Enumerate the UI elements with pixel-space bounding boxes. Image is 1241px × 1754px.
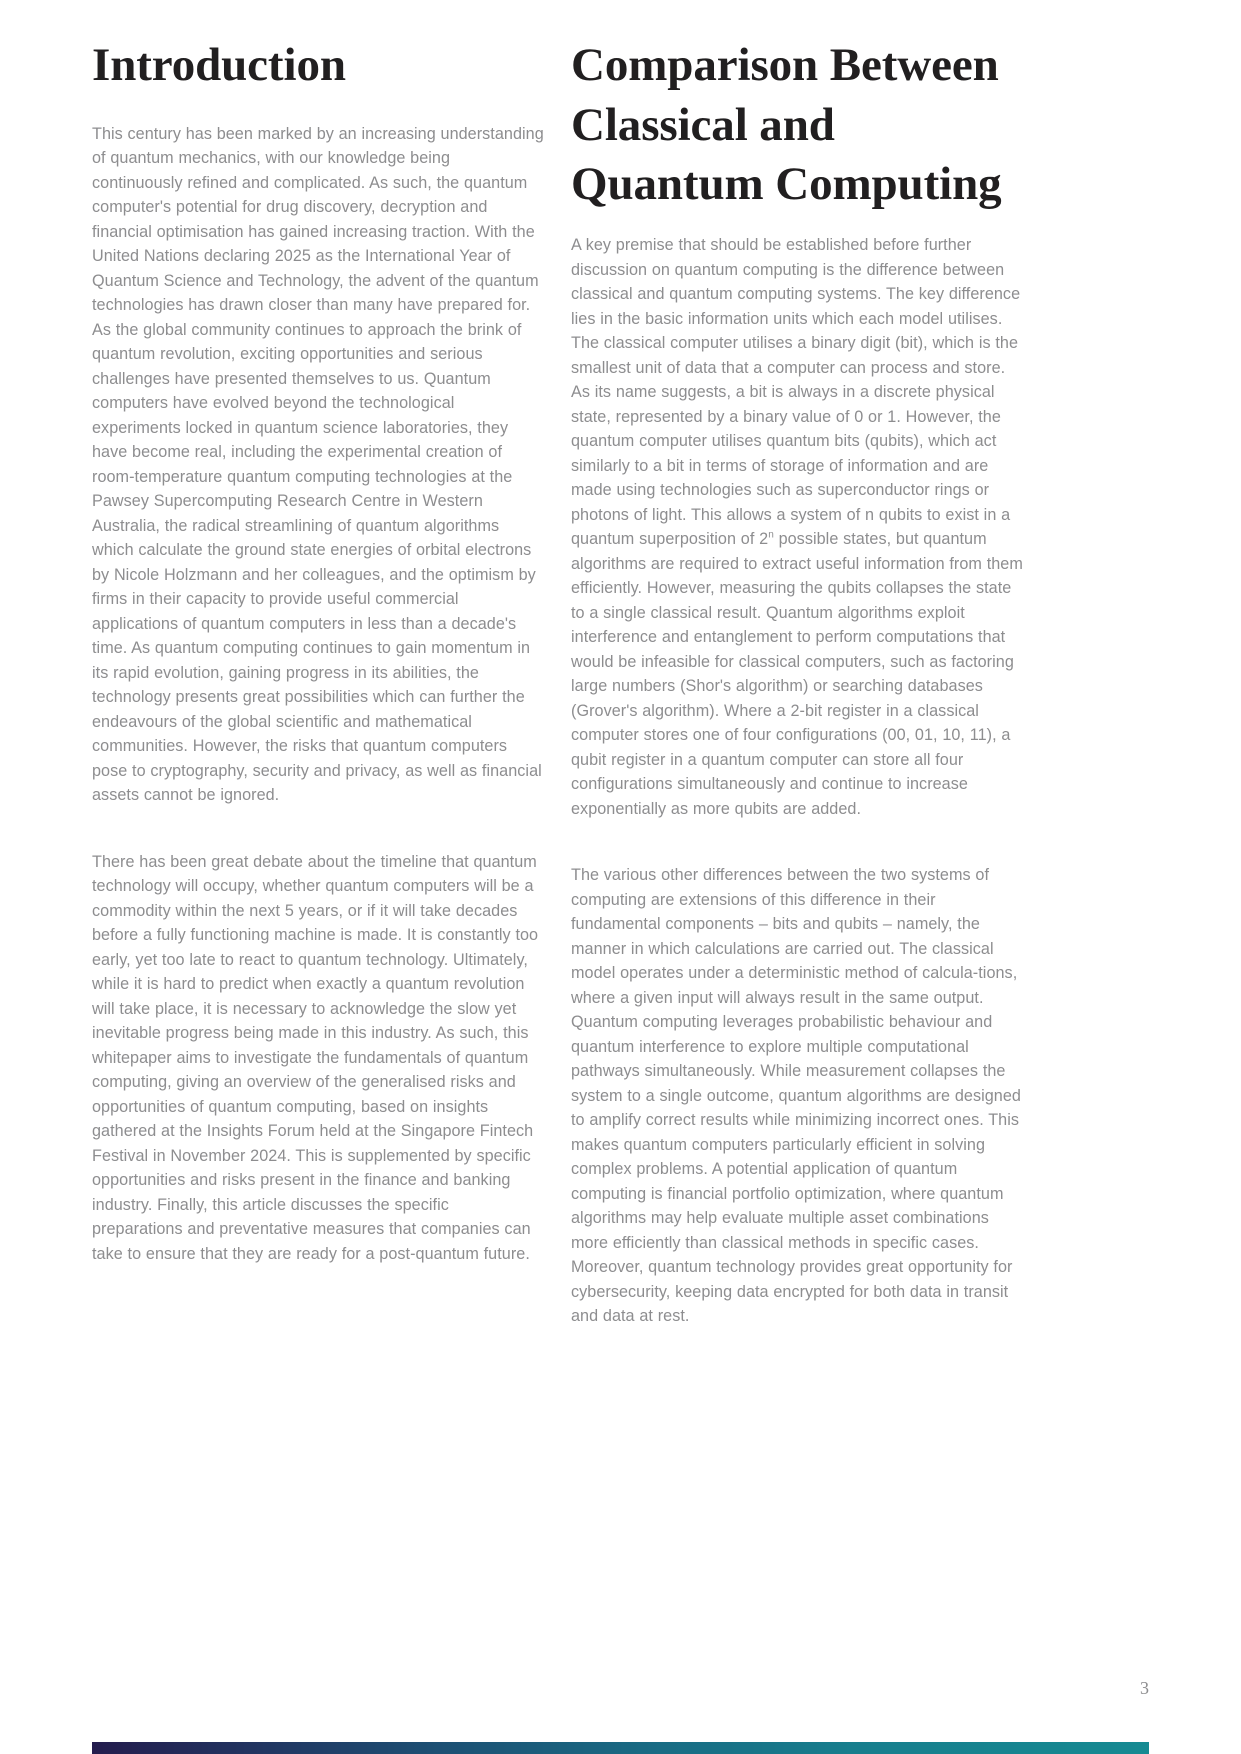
introduction-paragraph-1: This century has been marked by an increasing understanding of quantum mechanics, with our knowledge being continuously refined and complicated. As such, the quantum computer's potential for drug discovery, decryption and financial optimisation has gained increasing traction. With the United Nations declaring 2025 as the International Year of Quantum Science and Technology, the advent of the quantum technologies has drawn closer than many have prepared for. As the global community continues to approach the brink of quantum revolution, exciting opportunities and serious challenges have presented themselves to us. Quantum computers have evolved beyond the technological experiments locked in quantum science laboratories, they have become real, including the experimental creation of room-temperature quantum computing technologies at the Pawsey Supercomputing Research Centre in Western Australia, the radical streamlining of quantum algorithms which calculate the ground state energies of orbital electrons by Nicole Holzmann and her colleagues, and the optimism by firms in their capacity to provide useful commercial applications of quantum computers in less than a decade's time. As quantum computing continues to gain momentum in its rapid evolution, gaining progress in its abilities, the technology presents great possibilities which can further the endeavours of the global scientific and mathematical communities. However, the risks that quantum computers pose to cryptography, security and privacy, as well as financial assets cannot be ignored. [92, 124, 544, 805]
two-column-layout [0, 36, 1241, 1329]
comparison-paragraph-1-part-b: possible states, but quantum algorithms are required to extract useful information from them efficiently. However, measuring the qubits collapses the state to a single classical result. Quantum algorithms exploit interference and entanglement to perform computations that would be infeasible for classical computers, such as factoring large numbers (Shor's algorithm) or searching databases (Grover's algorithm). Where a 2-bit register in a classical computer stores one of four configurations (00, 01, 10, 11), a qubit register in a quantum computer can store all four configurations simultaneously and continue to increase exponentially as more qubits are added. [571, 530, 1023, 818]
qubit-exponent-superscript: n [768, 529, 774, 541]
comparison-paragraph-1-part-a: A key premise that should be established before further discussion on quantum computing is the difference between classical and quantum computing systems. The key difference lies in the basic information units which each model utilises. The classical computer utilises a binary digit (bit), which is the smallest unit of data that a computer can process and store. As its name suggests, a bit is always in a discrete physical state, represented by a binary value of 0 or 1. However, the quantum computer utilises quantum bits (qubits), which act similarly to a bit in terms of storage of information and are made using technologies such as superconductor rings or photons of light. This allows a system of n qubits to exist in a quantum superposition of 2 [571, 236, 1021, 549]
page-number: 3 [1140, 1678, 1149, 1698]
footer-gradient-bar [92, 1742, 1149, 1754]
introduction-heading: Introduction [92, 39, 346, 91]
comparison-paragraph-1 [571, 233, 1023, 821]
comparison-heading: Comparison Between Classical and Quantum Computing [571, 39, 1002, 211]
right-column [571, 36, 1023, 1329]
comparison-paragraph-2: The various other differences between the two systems of computing are extensions of this difference in their fundamental components – bits and qubits – namely, the manner in which calculations are carried out. The classical model operates under a deterministic method of calcula-tions, where a given input will always result in the same output. Quantum computing leverages probabilistic behaviour and quantum interference to explore multiple computational pathways simultaneously. While measurement collapses the system to a single outcome, quantum algorithms are designed to amplify correct results while minimizing incorrect ones. This makes quantum computers particularly efficient in solving complex problems. A potential application of quantum computing is financial portfolio optimization, where quantum algorithms may help evaluate multiple asset combinations more efficiently than classical methods in specific cases. Moreover, quantum technology provides great opportunity for cybersecurity, keeping data encrypted for both data in transit and data at rest. [571, 866, 1021, 1326]
introduction-paragraph-2: There has been great debate about the timeline that quantum technology will occupy, whether quantum computers will be a commodity within the next 5 years, or if it will take decades before a fully functioning machine is made. It is constantly too early, yet too late to react to quantum technology. Ultimately, while it is hard to predict when exactly a quantum revolution will take place, it is necessary to acknowledge the slow yet inevitable progress being made in this industry. As such, this whitepaper aims to investigate the fundamentals of quantum computing, giving an overview of the generalised risks and opportunities of quantum computing, based on insights gathered at the Insights Forum held at the Singapore Fintech Festival in November 2024. This is supplemented by specific opportunities and risks present in the finance and banking industry. Finally, this article discusses the specific preparations and preventative measures that companies can take to ensure that they are ready for a post-quantum future. [92, 852, 539, 1263]
left-column [92, 36, 544, 1329]
